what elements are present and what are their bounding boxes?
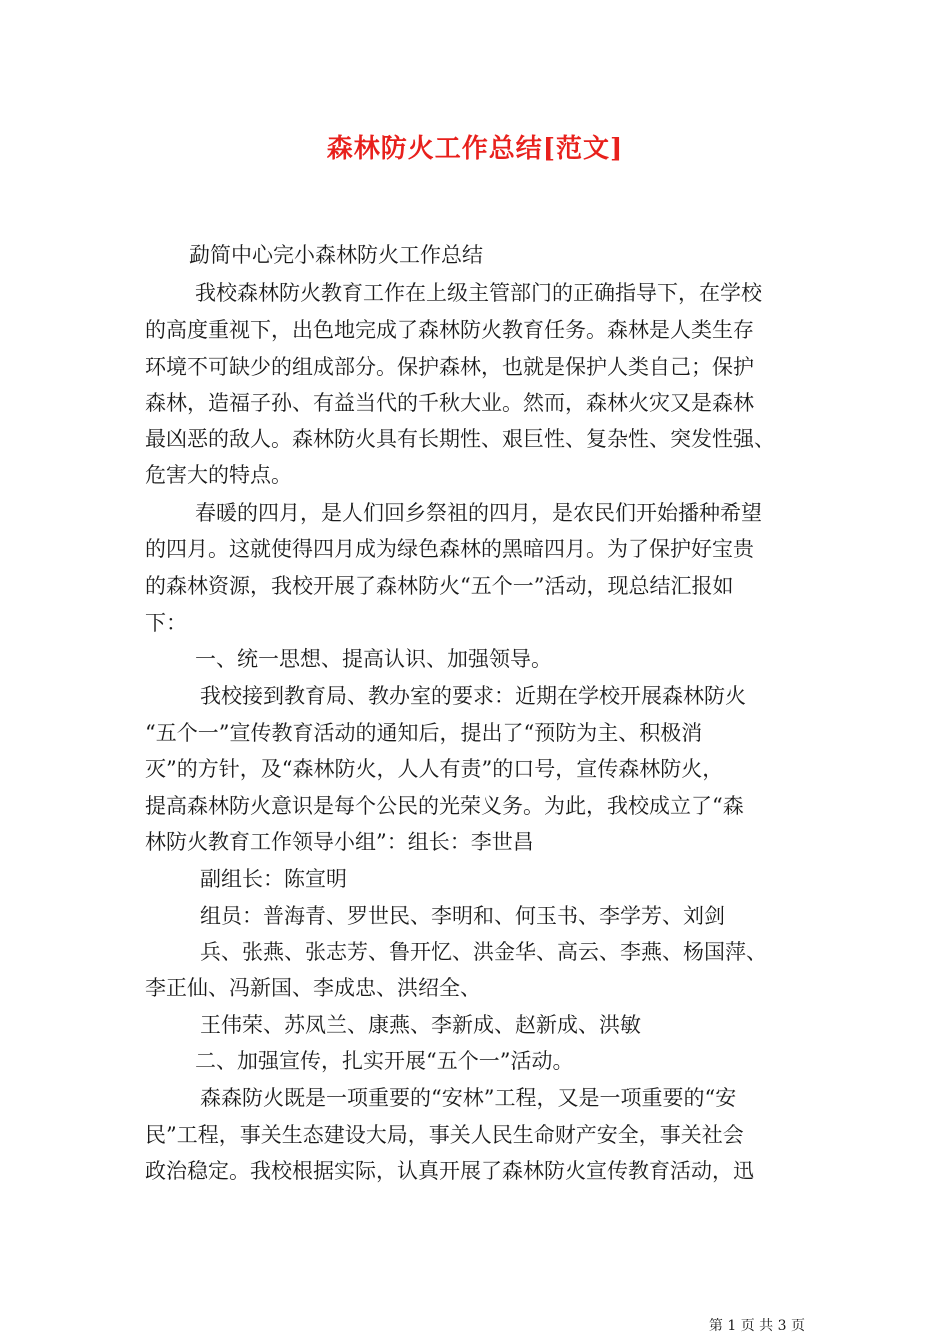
page-number: 第 1 页 共 3 页: [708, 1318, 805, 1334]
body-line: 副组长：陈宣明: [200, 867, 347, 891]
body-line: 林防火教育工作领导小组”：组长：李世昌: [145, 830, 534, 854]
body-line: 我校森林防火教育工作在上级主管部门的正确指导下，在学校: [195, 281, 762, 305]
body-line: 的四月。这就使得四月成为绿色森林的黑暗四月。为了保护好宝贵: [145, 537, 754, 561]
body-line: 灭”的方针，及“森林防火，人人有责”的口号，宣传森林防火，: [145, 757, 724, 781]
body-line: 环境不可缺少的组成部分。保护森林，也就是保护人类自己；保护: [145, 355, 754, 379]
body-line: 森林，造福子孙、有益当代的千秋大业。然而，森林火灾又是森林: [145, 391, 754, 415]
body-line: 的森林资源，我校开展了森林防火“五个一”活动，现总结汇报如: [145, 574, 734, 598]
body-line: 的高度重视下，出色地完成了森林防火教育任务。森林是人类生存: [145, 318, 754, 342]
body-line: 王伟荣、苏凤兰、康燕、李新成、赵新成、洪敏: [200, 1013, 641, 1037]
body-line: 民”工程，事关生态建设大局，事关人民生命财产安全，事关社会: [145, 1123, 744, 1147]
body-line: 勐简中心完小森林防火工作总结: [189, 243, 483, 267]
body-line: 李正仙、冯新国、李成忠、洪绍全、: [145, 976, 481, 1000]
body-line: 兵、张燕、张志芳、鲁开忆、洪金华、高云、李燕、杨国萍、: [200, 940, 767, 964]
section-heading: 一、统一思想、提高认识、加强领导。: [195, 647, 552, 671]
body-line: 森森防火既是一项重要的“安林”工程，又是一项重要的“安: [200, 1086, 737, 1110]
body-line: 春暖的四月，是人们回乡祭祖的四月，是农民们开始播种希望: [195, 501, 762, 525]
body-line: 提高森林防火意识是每个公民的光荣义务。为此，我校成立了“森: [145, 794, 744, 818]
page-title: 森林防火工作总结[范文]: [326, 134, 624, 164]
body-line: 我校接到教育局、教办室的要求：近期在学校开展森林防火: [200, 684, 746, 708]
body-line: 政治稳定。我校根据实际，认真开展了森林防火宣传教育活动，迅: [145, 1159, 754, 1183]
body-line: 危害大的特点。: [145, 463, 292, 487]
body-line: 下：: [145, 611, 187, 635]
body-line: 组员：普海青、罗世民、李明和、何玉书、李学芳、刘剑: [200, 904, 725, 928]
section-heading: 二、加强宣传，扎实开展“五个一”活动。: [195, 1049, 574, 1073]
body-line: “五个一”宣传教育活动的通知后，提出了“预防为主、积极消: [145, 721, 703, 745]
body-line: 最凶恶的敌人。森林防火具有长期性、艰巨性、复杂性、突发性强、: [145, 427, 775, 451]
